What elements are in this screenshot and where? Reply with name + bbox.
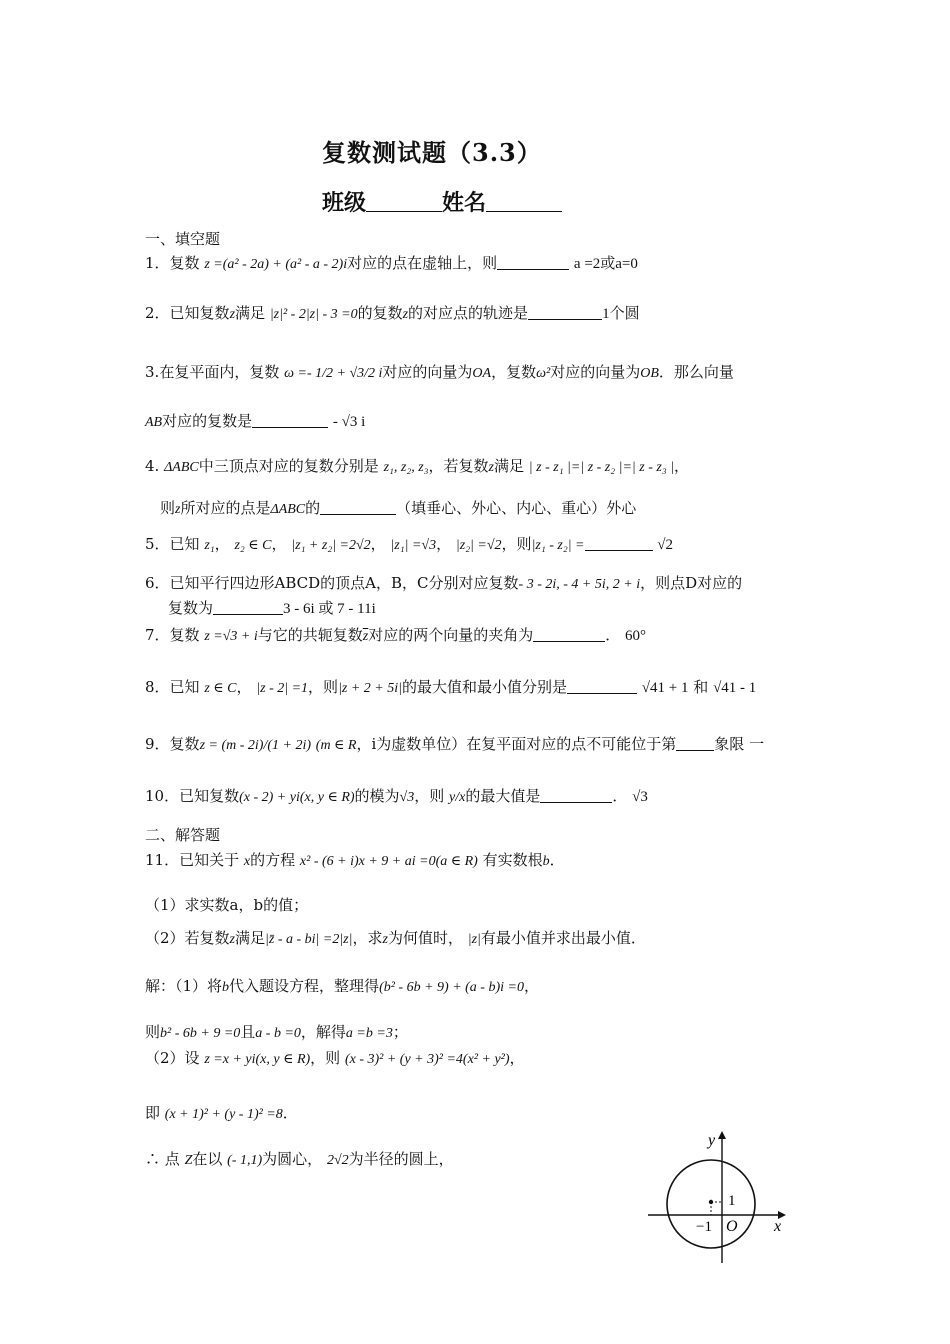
q6-answer: 3 - 6i 或 7 - 11i <box>283 601 376 617</box>
sol-l2-eq1: b² - 6b + 9 =0 <box>160 1026 241 1041</box>
q7-mid: 与它的共轭复数 <box>257 626 363 644</box>
sol-l3-mid: ，则 <box>310 1049 341 1067</box>
name-label: 姓名 <box>442 190 487 216</box>
q4-line2-prefix: 则 <box>160 499 176 517</box>
sol-l4-prefix: 即 <box>145 1104 161 1122</box>
q4-triangle: ΔABC <box>164 460 199 475</box>
q8-blank <box>567 677 637 694</box>
q11-expression: x² - (6 + i)x + 9 + ai =0(a ∈ R) <box>299 854 478 869</box>
q11-p2-z2: z <box>382 932 388 947</box>
q3-prefix: 在复平面内，复数 <box>159 363 280 381</box>
q4-comma: ， <box>674 457 690 475</box>
origin-label: O <box>726 1218 738 1235</box>
q11-p2-prefix: （2）若复数 <box>145 929 230 947</box>
q3-blank <box>252 411 328 428</box>
q9-number: 9． <box>145 735 170 753</box>
sol-l2-prefix: 则 <box>145 1023 161 1041</box>
sol-l5-mid: 在以 <box>192 1150 223 1168</box>
q5-z1: z₁ <box>204 538 215 553</box>
sol-l1-b: b <box>222 980 230 995</box>
q10-answer: √3 <box>632 789 648 805</box>
sol-l2-eq2: a - b =0 <box>255 1026 301 1041</box>
q11-number: 11． <box>145 851 180 869</box>
q11-x: x <box>243 854 251 869</box>
question-8: 8．已知 z ∈ C， |z - 2| =1，则|z + 2 + 5i|的最大值和最小值分别是 √41 + 1 和 √41 - 1 <box>145 678 757 696</box>
q8-condition-2: |z - 2| =1 <box>256 681 309 696</box>
q4-mid2: 满足 <box>493 457 524 475</box>
page-title: 复数测试题（3.3） <box>322 138 542 167</box>
q4-answer: 外心 <box>606 501 637 517</box>
question-11: 11．已知关于 x的方程 x² - (6 + i)x + 9 + ai =0(a ∈ R) 有实数根b． <box>145 851 565 869</box>
q8-answer-max: √41 + 1 <box>641 680 689 696</box>
sol-l5-mid2: 为圆心， <box>262 1150 323 1168</box>
q7-conjugate: $\overline{z}$ <box>362 629 369 644</box>
y-axis-arrow <box>718 1131 726 1139</box>
question-2 <box>145 302 640 326</box>
section-solve: 二、解答题 <box>145 826 221 844</box>
q5-condition-3: |z₂| =√2 <box>455 538 502 553</box>
sol-l3-eq1: z =x + yi(x, y ∈ R) <box>204 1052 311 1067</box>
q5-answer: √2 <box>657 537 674 553</box>
q5-post: ，则 <box>501 535 532 553</box>
section-fill-blanks: 一、填空题 <box>145 230 221 248</box>
q5-expression: |z₁ - z₂| = <box>531 538 585 553</box>
class-name-line <box>322 186 562 217</box>
q7-number: 7． <box>145 626 170 644</box>
q8-post1: ，则 <box>308 678 339 696</box>
q11-part-2 <box>145 927 646 951</box>
q4-line2-post: 的 <box>305 499 321 517</box>
q10-fraction: y/x <box>449 790 466 805</box>
q4-z-line2: z <box>175 502 181 517</box>
q11-post: 有实数根 <box>482 851 543 869</box>
q3-mid2: ，复数 <box>491 363 537 381</box>
q3-mid1: 对应的向量为 <box>382 363 473 381</box>
q3-mid3: 对应的向量为 <box>550 363 641 381</box>
q3-post: ．那么向量 <box>658 363 734 381</box>
q11-part-1: （1）求实数a，b的值； <box>145 896 309 914</box>
q8-post2: 的最大值和最小值分别是 <box>402 678 568 696</box>
q8-condition-1: z ∈ C <box>204 681 237 696</box>
sol-l5-prefix: ∴ 点 <box>145 1150 180 1168</box>
q3-post2: 对应的复数是 <box>162 412 253 430</box>
q3-vector-ab: AB <box>145 415 163 430</box>
sol-l5-radius: 2√2 <box>326 1153 349 1168</box>
question-5: 5．已知 z₁， z₂ ∈ C， |z₁ + z₂| =2√2， |z₁| =√3， |z₂| =√2，则|z₁ - z₂| = √2 <box>145 535 674 553</box>
q3-vector-ob: OB <box>640 366 659 381</box>
q10-mid: 的模为 <box>354 787 400 805</box>
q5-blank <box>585 534 653 551</box>
sol-l2-mid: 且 <box>240 1023 256 1041</box>
q4-prefix: 中三顶点对应的复数分别是 <box>198 457 379 475</box>
q6-number: 6． <box>145 574 170 592</box>
q7-answer: 60° <box>625 628 647 644</box>
q2-z2: z <box>402 307 409 322</box>
sol-l1-prefix: 解：（1）将 <box>145 977 223 995</box>
q2-post2: 的对应点的轨迹是 <box>408 304 529 322</box>
q9-post2: 象限 <box>714 735 745 753</box>
q4-blank <box>320 498 396 515</box>
sol-l1-expression: (b² - 6b + 9) + (a - b)i =0 <box>379 980 524 995</box>
q6-blank <box>213 598 283 615</box>
q3-number: 3. <box>145 363 160 381</box>
q1-prefix: 复数 <box>169 254 200 272</box>
q2-expression: |z|² - 2|z| - 3 =0 <box>269 307 358 322</box>
x-axis-label: x <box>774 1218 782 1235</box>
question-7: 7．复数 z =√3 + i与它的共轭复数$\overline{z}$对应的两个向量的夹角为 ． 60° <box>145 626 647 644</box>
q9-post: ，i为虚数单位）在复平面对应的点不可能位于第 <box>356 735 677 753</box>
q3-omega-squared: ω² <box>536 366 551 381</box>
q11-mid: 的方程 <box>250 851 296 869</box>
q4-line2-mid: 所对应的点是 <box>180 499 271 517</box>
q4-number: 4. <box>145 457 160 475</box>
q11-p2-post: ，求 <box>352 929 383 947</box>
q4-mid: ，若复数 <box>428 457 489 475</box>
q2-post1: 的复数 <box>357 304 403 322</box>
sol-l2-post: ，解得 <box>300 1023 346 1041</box>
q10-modulus: √3 <box>399 790 415 805</box>
solution-line-4: 即 (x + 1)² + (y - 1)² =8． <box>145 1104 298 1122</box>
q4-triangle-2: ΔABC <box>270 502 306 517</box>
q11-p2-post3: 有最小值并求出最小值． <box>480 929 646 947</box>
question-10: 10．已知复数(x - 2) + yi(x, y ∈ R)的模为√3，则 y/x的最大值是 ． √3 <box>145 787 648 805</box>
q2-prefix: 已知复数 <box>169 304 230 322</box>
tick-label-neg-one: −1 <box>696 1219 712 1235</box>
solution-line-1: 解：（1）将b代入题设方程，整理得(b² - 6b + 9) + (a - b)i =0， <box>145 977 539 995</box>
sol-l5-center: (- 1,1) <box>227 1153 263 1168</box>
q2-blank <box>528 303 602 320</box>
q10-post1: ，则 <box>414 787 445 805</box>
q1-answer: a =2或a=0 <box>573 256 638 272</box>
class-label: 班级 <box>322 190 367 216</box>
solution-line-3: （2）设 z =x + yi(x, y ∈ R)，则 (x - 3)² + (y + 3)² =4(x² + y²)， <box>145 1049 525 1067</box>
question-3-line-2 <box>145 410 365 434</box>
question-1 <box>145 252 638 276</box>
sol-l2-eq3: a =b =3 <box>345 1026 393 1041</box>
q8-prefix: 已知 <box>169 678 200 696</box>
question-3 <box>145 361 734 385</box>
q11-p2-z: z <box>229 932 235 947</box>
sol-l4-eq: (x + 1)² + (y - 1)² =8 <box>164 1107 283 1122</box>
q4-vertices: z₁, z₂, z₃ <box>383 460 429 475</box>
class-blank <box>366 191 442 212</box>
q3-expression: ω =- 1/2 + √3/2 i <box>284 366 383 381</box>
q3-vector-oa: OA <box>472 366 492 381</box>
q11-b: b <box>542 854 550 869</box>
solution-line-2: 则b² - 6b + 9 =0且a - b =0，解得a =b =3； <box>145 1023 408 1041</box>
question-6-line-2 <box>168 597 376 620</box>
q8-expression: |z + 2 + 5i| <box>338 681 402 696</box>
tick-label-one: 1 <box>728 1193 736 1209</box>
q4-expression: | z - z₁ |=| z - z₂ |=| z - z₃ | <box>528 460 675 475</box>
q5-number: 5． <box>145 535 170 553</box>
q2-z: z <box>229 307 236 322</box>
q2-mid: 满足 <box>235 304 266 322</box>
q8-number: 8． <box>145 678 170 696</box>
question-4 <box>145 455 689 479</box>
q7-blank <box>533 625 605 642</box>
q10-prefix: 已知复数 <box>179 787 240 805</box>
q8-answer-min: √41 - 1 <box>713 680 757 696</box>
q5-condition-2: |z₁| =√3 <box>390 538 437 553</box>
q1-number: 1． <box>145 254 170 272</box>
q9-blank <box>676 734 714 751</box>
q1-post: 对应的点在虚轴上，则 <box>347 254 498 272</box>
q10-expression: (x - 2) + yi(x, y ∈ R) <box>239 790 355 805</box>
question-9 <box>145 733 764 757</box>
sol-l3-eq2: (x - 3)² + (y + 3)² =4(x² + y²) <box>344 1052 510 1067</box>
q6-text: 已知平行四边形ABCD的顶点A，B，C分别对应复数 <box>169 574 519 592</box>
q4-choices: （填垂心、外心、内心、重心） <box>396 499 607 517</box>
question-6 <box>145 572 742 596</box>
solution-line-5 <box>145 1148 454 1172</box>
q11-p2-mid: 满足 <box>235 929 266 947</box>
question-4-line-2 <box>160 497 636 521</box>
sol-l3-prefix: （2）设 <box>145 1049 200 1067</box>
q8-and: 和 <box>693 678 709 696</box>
circle-figure <box>640 1125 800 1265</box>
q10-blank <box>540 786 612 803</box>
q11-p2-expression: |z̄ - a - bi| =2|z| <box>265 932 353 947</box>
q10-number: 10． <box>145 787 180 805</box>
q2-answer: 1个圆 <box>602 306 640 322</box>
q6-post: ，则点D对应的 <box>640 574 743 592</box>
q7-expression: z =√3 + i <box>204 629 258 644</box>
q5-z2: z₂ ∈ C <box>234 538 272 553</box>
sol-l1-mid: 代入题设方程，整理得 <box>229 977 380 995</box>
q4-z: z <box>488 460 494 475</box>
q11-p2-abs: |z| <box>467 932 481 947</box>
q7-post: 对应的两个向量的夹角为 <box>368 626 534 644</box>
q5-condition-1: |z₁ + z₂| =2√2 <box>291 538 371 553</box>
q6-line2: 复数为 <box>168 599 214 617</box>
q9-answer: 一 <box>749 737 765 753</box>
q7-prefix: 复数 <box>169 626 200 644</box>
q1-expression: z =(a² - 2a) + (a² - a - 2)i <box>204 257 348 272</box>
name-blank <box>486 191 562 212</box>
q9-prefix: 复数 <box>169 735 200 753</box>
sol-l5-post: 为半径的圆上， <box>348 1150 454 1168</box>
q1-blank <box>497 253 569 270</box>
q9-condition: (m ∈ R <box>315 738 357 753</box>
sol-l5-z: Z <box>184 1153 193 1168</box>
y-axis-label: y <box>708 1132 716 1149</box>
q2-number: 2． <box>145 304 170 322</box>
q3-answer: - √3 i <box>332 414 366 430</box>
q6-expression: - 3 - 2i, - 4 + 5i, 2 + i <box>518 577 641 592</box>
q5-prefix: 已知 <box>169 535 200 553</box>
q9-expression: z = (m - 2i)/(1 + 2i) <box>199 738 311 753</box>
q11-prefix: 已知关于 <box>179 851 240 869</box>
q11-p2-post2: 为何值时， <box>387 929 463 947</box>
q10-post2: 的最大值是 <box>465 787 541 805</box>
